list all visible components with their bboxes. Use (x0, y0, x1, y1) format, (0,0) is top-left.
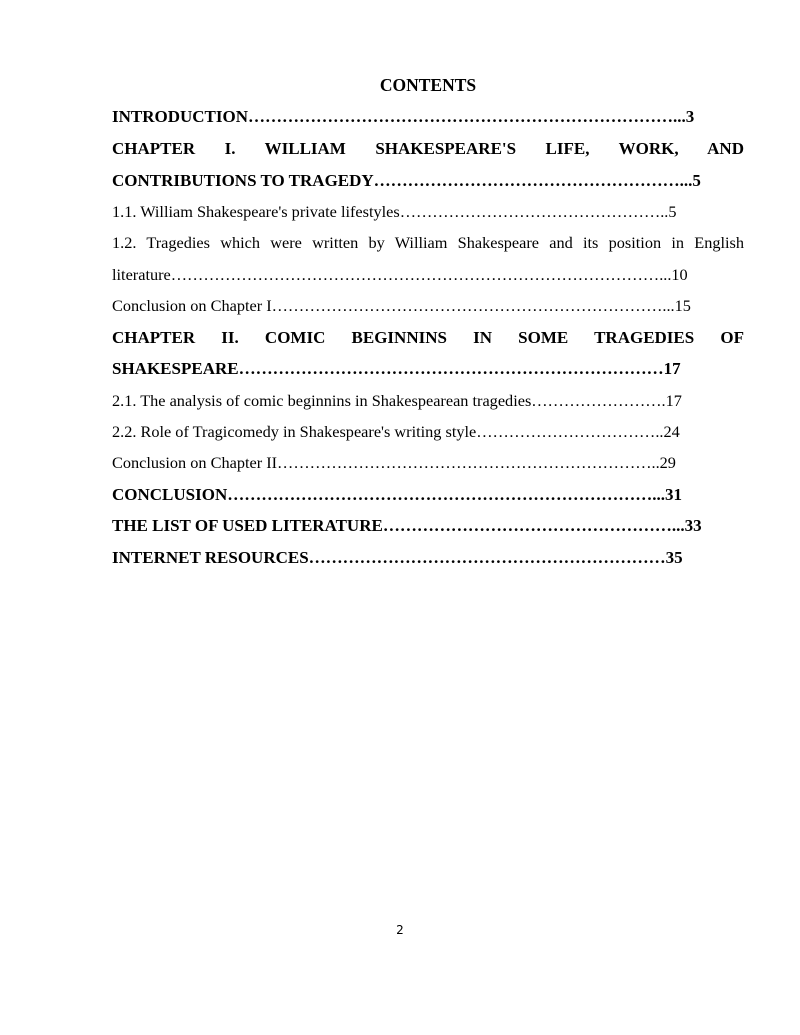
contents-heading: CONTENTS (379, 75, 477, 95)
toc-entry-used-literature: THE LIST OF USED LITERATURE……………………………………………...33 (112, 516, 702, 535)
toc-entry-conclusion-chapter-2: Conclusion on Chapter II……………………………………………………………..29 (112, 453, 676, 472)
toc-entry-chapter-1-title-line2: CONTRIBUTIONS TO TRAGEDY………………………………………………...5 (112, 171, 701, 190)
toc-entry-conclusion-chapter-1: Conclusion on Chapter I………………………………………………………………...15 (112, 296, 691, 315)
toc-entry-2-2: 2.2. Role of Tragicomedy in Shakespeare's writing style……………………………..24 (112, 422, 680, 441)
toc-entry-introduction: INTRODUCTION…………………………………………………………………...3 (112, 107, 695, 126)
toc-entry-chapter-2-title-line1: CHAPTER II. COMIC BEGINNINS IN SOME TRAGEDIES OF (112, 328, 744, 347)
toc-entry-chapter-2-title-line2: SHAKESPEARE…………………………………………………………………17 (112, 359, 681, 378)
toc-entry-conclusion: CONCLUSION…………………………………………………………………...31 (112, 485, 682, 504)
page-number: 2 (396, 923, 404, 937)
toc-entry-1-2-line1: 1.2. Tragedies which were written by William Shakespeare and its position in English (112, 233, 744, 252)
toc-entry-chapter-1-title-line1: CHAPTER I. WILLIAM SHAKESPEARE'S LIFE, WORK, AND (112, 139, 744, 158)
toc-entry-2-1: 2.1. The analysis of comic beginnins in Shakespearean tragedies…………………….17 (112, 391, 682, 410)
toc-entry-1-2-line2: literature………………………………………………………………………………...10 (112, 265, 688, 284)
toc-entry-1-1: 1.1. William Shakespeare's private lifestyles…………………………………………..5 (112, 202, 677, 221)
toc-entry-internet-resources: INTERNET RESOURCES………………………………………………………35 (112, 548, 683, 567)
